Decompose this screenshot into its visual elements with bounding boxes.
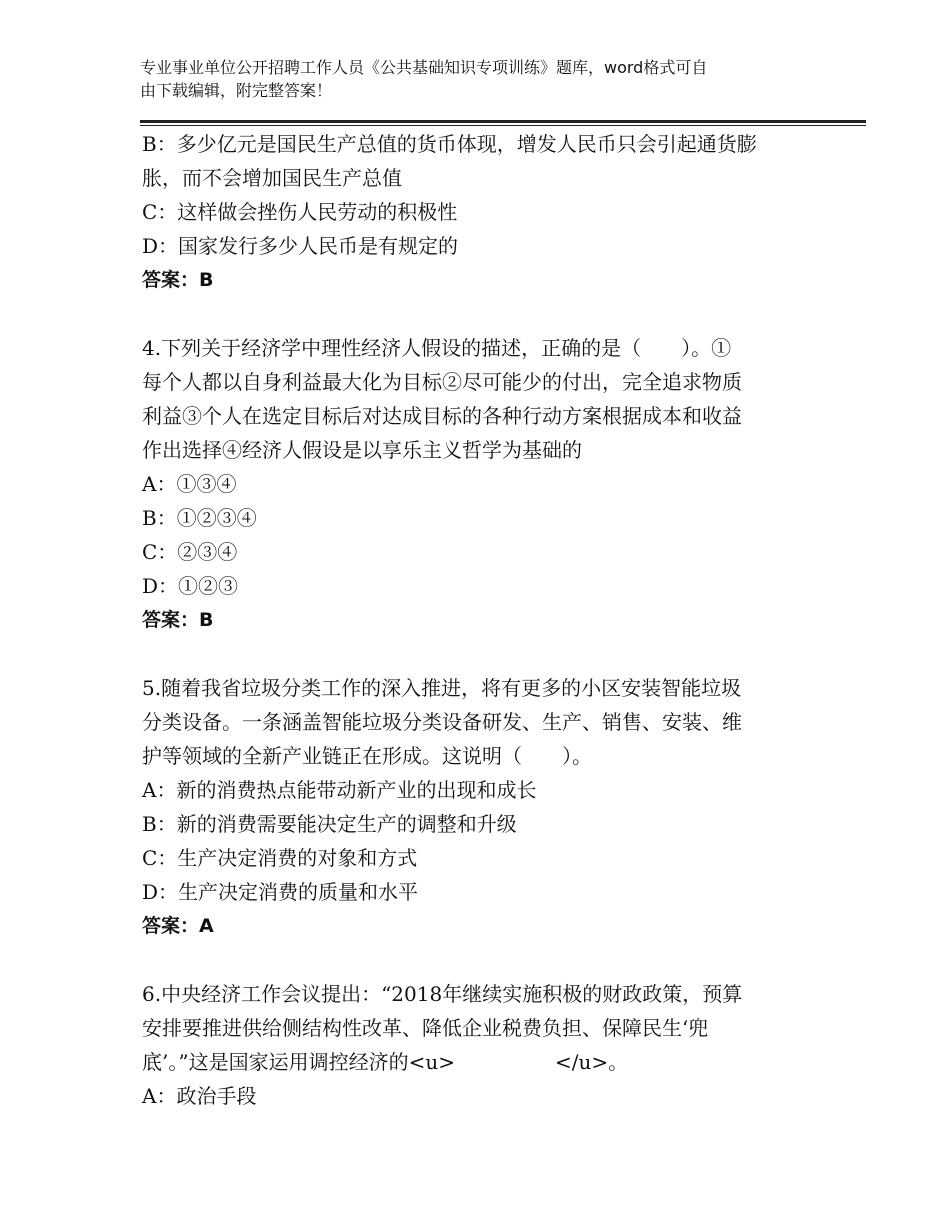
header-line-2: 由下载编辑，附完整答案！ bbox=[140, 81, 333, 100]
header-line-1: 专业事业单位公开招聘工作人员《公共基础知识专项训练》题库，word格式可自 bbox=[140, 58, 708, 77]
question-4 bbox=[142, 331, 822, 637]
header-rule-thin bbox=[140, 125, 866, 126]
q3-option-b-line-1: B：多少亿元是国民生产总值的货币体现，增发人民币只会引起通货膨 bbox=[142, 132, 757, 156]
q4-stem-line-1: 4.下列关于经济学中理性经济人假设的描述，正确的是（ ）。① bbox=[142, 336, 732, 360]
question-5 bbox=[142, 671, 822, 943]
q3-option-c: C：这样做会挫伤人民劳动的积极性 bbox=[142, 200, 458, 224]
spacer bbox=[142, 297, 822, 331]
q3-option-b-line-2: 胀，而不会增加国民生产总值 bbox=[142, 166, 402, 190]
spacer bbox=[142, 637, 822, 671]
q4-option-b: B：①②③④ bbox=[142, 506, 257, 530]
q3-option-d: D：国家发行多少人民币是有规定的 bbox=[142, 234, 459, 258]
page-header bbox=[140, 56, 820, 102]
q5-option-a: A：新的消费热点能带动新产业的出现和成长 bbox=[142, 778, 537, 802]
q5-answer: 答案：A bbox=[142, 915, 214, 937]
q6-stem-line-3: 底’。”这是国家运用调控经济的<u> </u>。 bbox=[142, 1050, 629, 1074]
q6-stem-line-1: 6.中央经济工作会议提出：“2018年继续实施积极的财政政策，预算 bbox=[142, 982, 743, 1006]
q4-option-a: A：①③④ bbox=[142, 472, 237, 496]
q4-stem-line-2: 每个人都以自身利益最大化为目标②尽可能少的付出，完全追求物质 bbox=[142, 370, 742, 394]
q4-stem-line-4: 作出选择④经济人假设是以享乐主义哲学为基础的 bbox=[142, 438, 582, 462]
q3-answer: 答案：B bbox=[142, 269, 214, 291]
q5-stem-line-3: 护等领域的全新产业链正在形成。这说明（ ）。 bbox=[142, 744, 592, 768]
q6-option-a: A：政治手段 bbox=[142, 1084, 257, 1108]
header-rule-thick bbox=[140, 120, 866, 123]
question-6 bbox=[142, 977, 822, 1113]
q4-stem-line-3: 利益③个人在选定目标后对达成目标的各种行动方案根据成本和收益 bbox=[142, 404, 742, 428]
q5-option-c: C：生产决定消费的对象和方式 bbox=[142, 846, 418, 870]
document-body bbox=[142, 127, 822, 1113]
q4-answer: 答案：B bbox=[142, 609, 214, 631]
q4-option-c: C：②③④ bbox=[142, 540, 238, 564]
q6-stem-line-2: 安排要推进供给侧结构性改革、降低企业税费负担、保障民生‘兜 bbox=[142, 1016, 709, 1040]
q5-option-d: D：生产决定消费的质量和水平 bbox=[142, 880, 419, 904]
q5-stem-line-2: 分类设备。一条涵盖智能垃圾分类设备研发、生产、销售、安装、维 bbox=[142, 710, 742, 734]
q5-stem-line-1: 5.随着我省垃圾分类工作的深入推进，将有更多的小区安装智能垃圾 bbox=[142, 676, 742, 700]
q5-option-b: B：新的消费需要能决定生产的调整和升级 bbox=[142, 812, 517, 836]
spacer bbox=[142, 943, 822, 977]
q4-option-d: D：①②③ bbox=[142, 574, 239, 598]
question-3 bbox=[142, 127, 822, 297]
